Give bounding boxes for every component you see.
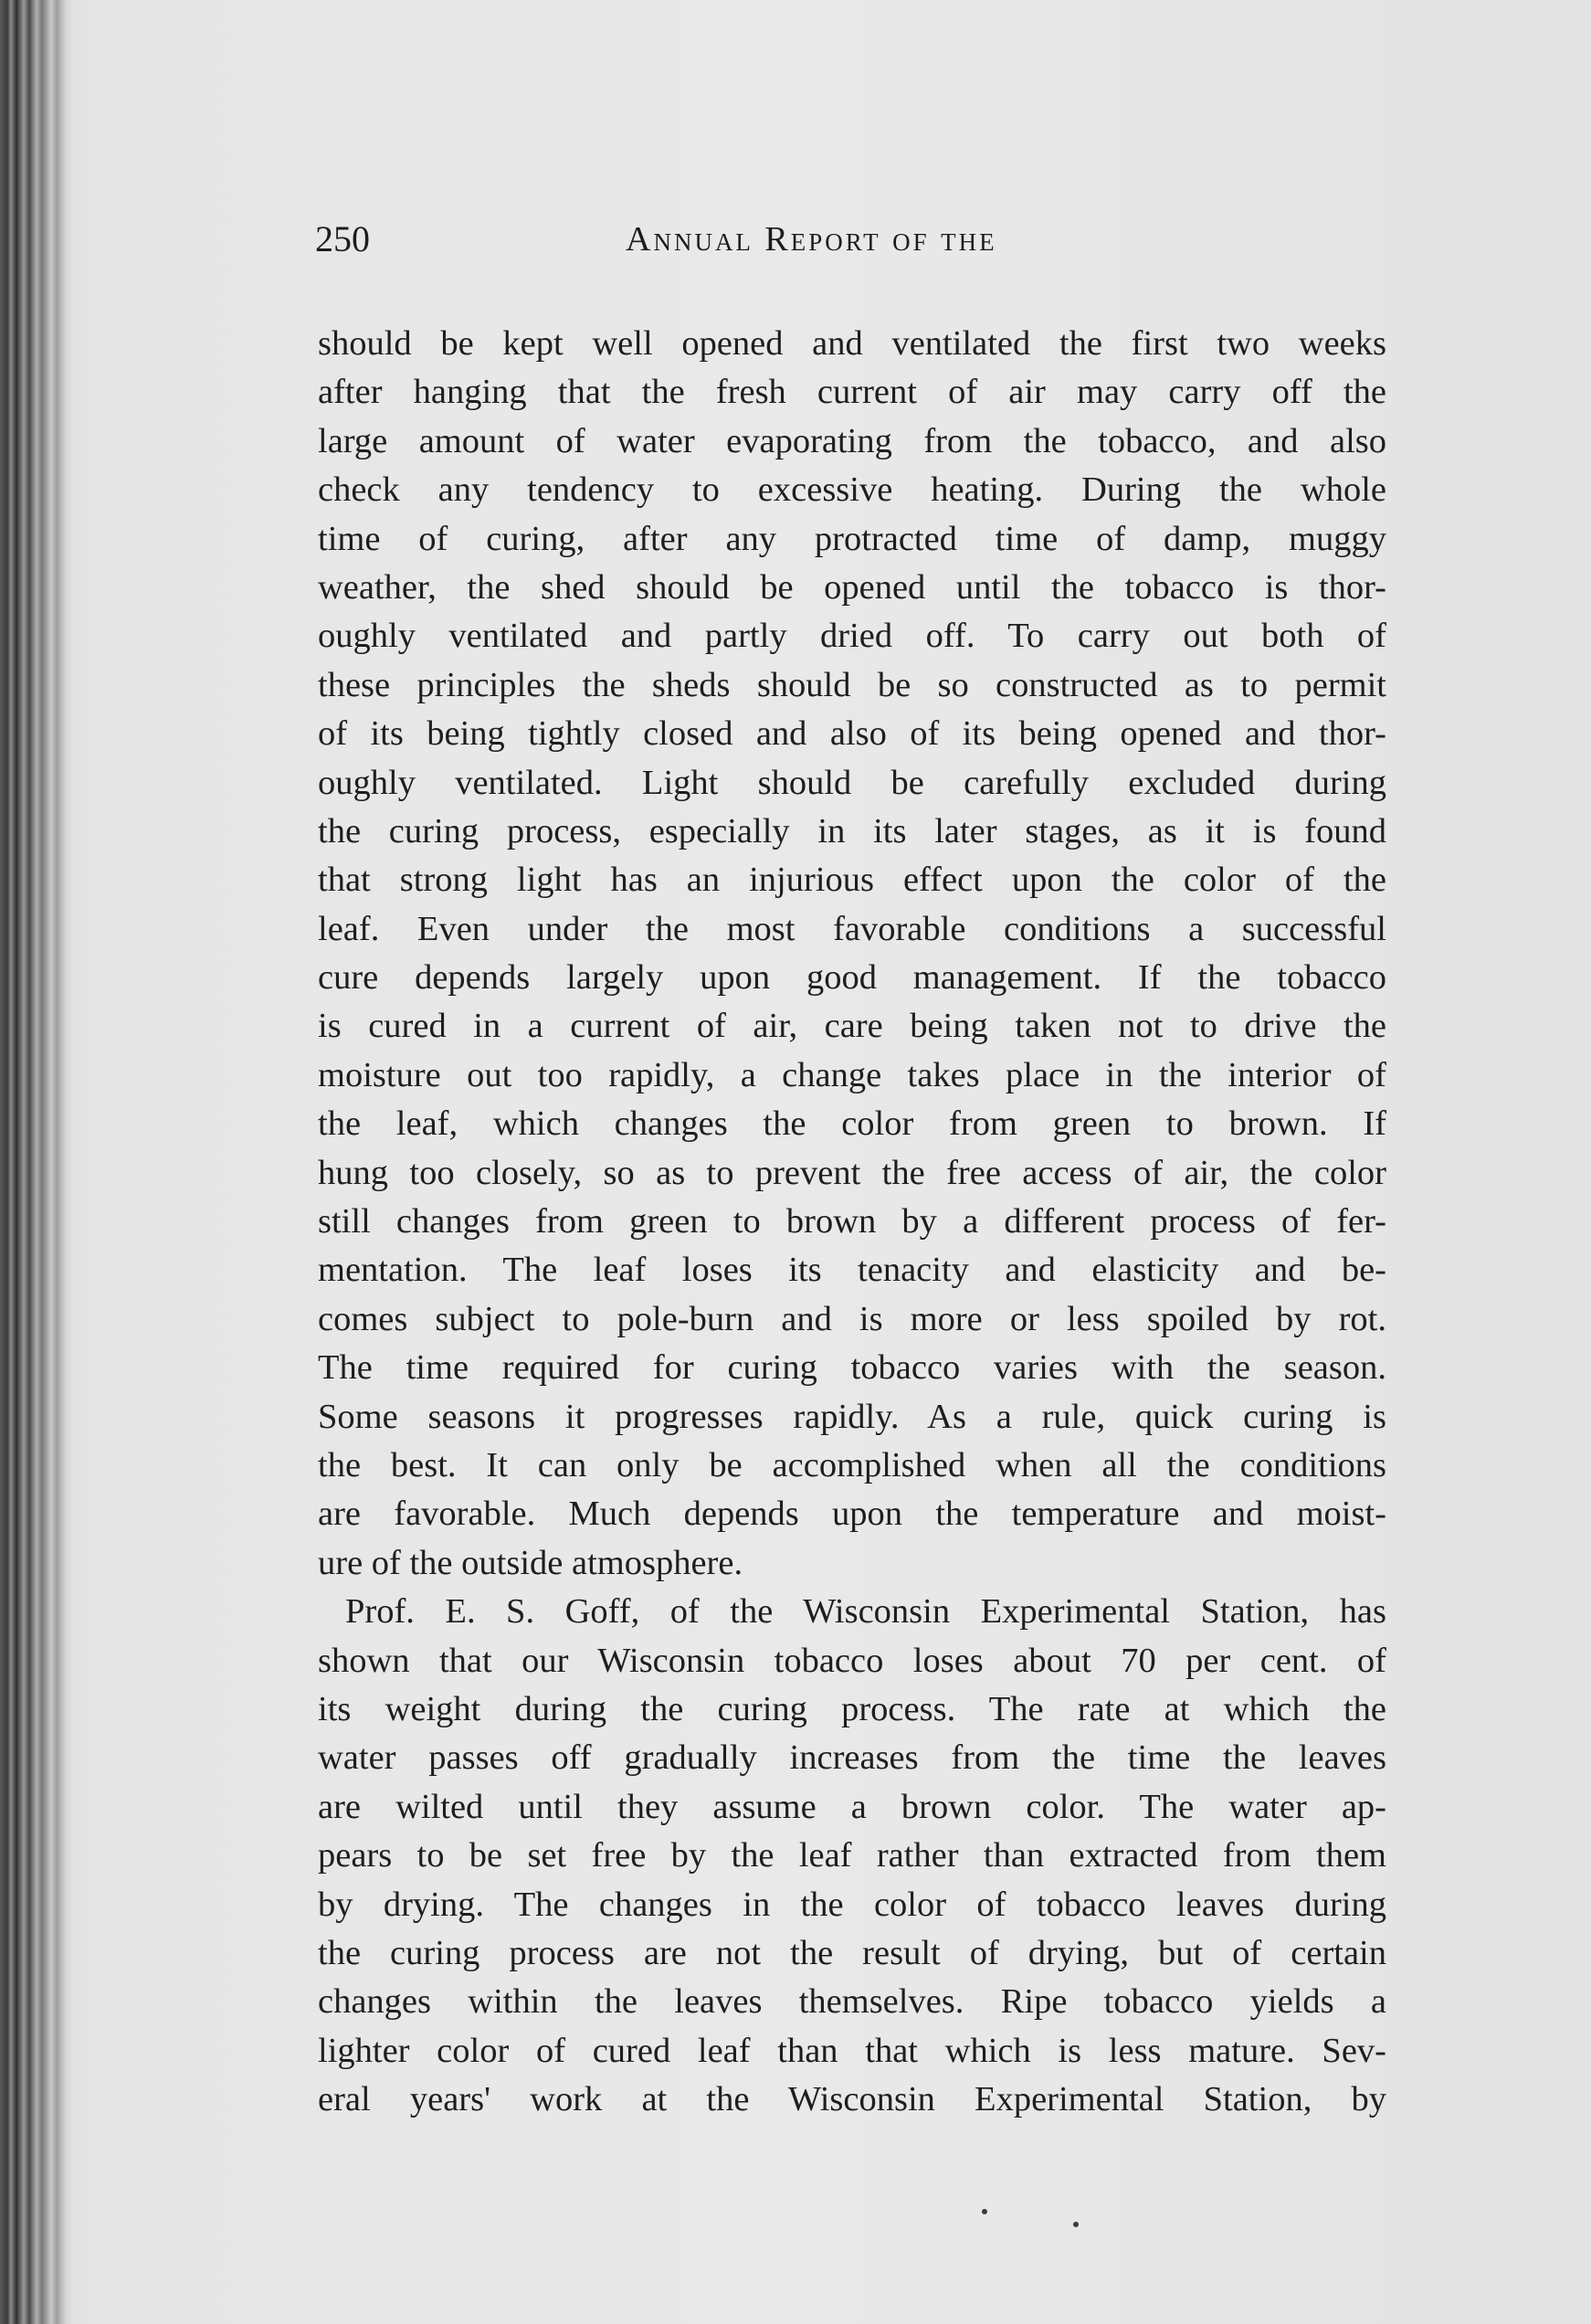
- text-line: hung too closely, so as to prevent the free access of air, the color: [318, 1153, 1386, 1192]
- text-line: is cured in a current of air, care being taken not to drive the: [318, 1007, 1386, 1046]
- paragraph-2: [318, 1588, 1386, 2124]
- text-line: the best. It can only be accomplished when all the conditions: [318, 1445, 1386, 1484]
- text-line: by drying. The changes in the color of tobacco leaves during: [318, 1885, 1386, 1924]
- text-line: of its being tightly closed and also of its being opened and thor-: [318, 714, 1386, 754]
- page-number: 250: [315, 218, 370, 259]
- text-line: ure of the outside atmosphere.: [318, 1543, 743, 1582]
- text-line: are wilted until they assume a brown color. The water ap-: [318, 1787, 1386, 1826]
- text-line: oughly ventilated. Light should be carefully excluded during: [318, 763, 1386, 802]
- text-line: large amount of water evaporating from the tobacco, and also: [318, 421, 1386, 460]
- book-binding-edge: [0, 0, 73, 2324]
- text-line: cure depends largely upon good management. If the tobacco: [318, 958, 1386, 998]
- text-line: after hanging that the fresh current of air may carry off the: [318, 373, 1386, 412]
- text-line: mentation. The leaf loses its tenacity and elasticity and be-: [318, 1251, 1386, 1290]
- text-line: changes within the leaves themselves. Ripe tobacco yields a: [318, 1982, 1386, 2022]
- text-line: should be kept well opened and ventilated the first two weeks: [318, 324, 1386, 363]
- text-line: check any tendency to excessive heating. During the whole: [318, 470, 1386, 510]
- page-header: [315, 217, 1411, 272]
- text-line: Some seasons it progresses rapidly. As a rule, quick curing is: [318, 1397, 1386, 1436]
- text-line: oughly ventilated and partly dried off. To carry out both of: [318, 617, 1386, 656]
- text-line: weather, the shed should be opened until the tobacco is thor-: [318, 567, 1386, 607]
- text-line: eral years' work at the Wisconsin Experimental Station, by: [318, 2080, 1386, 2119]
- text-line: the curing process are not the result of drying, but of certain: [318, 1933, 1386, 1972]
- text-line: comes subject to pole-burn and is more or less spoiled by rot.: [318, 1299, 1386, 1338]
- text-line: are favorable. Much depends upon the temperature and moist-: [318, 1495, 1386, 1534]
- text-line: still changes from green to brown by a different process of fer-: [318, 1202, 1386, 1241]
- text-line: water passes off gradually increases from the time the leaves: [318, 1738, 1386, 1778]
- text-line: the curing process, especially in its later stages, as it is found: [318, 811, 1386, 850]
- text-line: that strong light has an injurious effect upon the color of the: [318, 861, 1386, 900]
- text-line: Prof. E. S. Goff, of the Wisconsin Experimental Station, has: [345, 1592, 1386, 1632]
- text-line: shown that our Wisconsin tobacco loses about 70 per cent. of: [318, 1641, 1386, 1680]
- paragraph-1: [318, 320, 1386, 1588]
- text-line: pears to be set free by the leaf rather than extracted from them: [318, 1836, 1386, 1875]
- text-line: The time required for curing tobacco varies with the season.: [318, 1348, 1386, 1388]
- text-line: moisture out too rapidly, a change takes place in the interior of: [318, 1055, 1386, 1094]
- scan-speck: [982, 2209, 987, 2214]
- text-line: time of curing, after any protracted time of damp, muggy: [318, 519, 1386, 558]
- text-line: the leaf, which changes the color from green to brown. If: [318, 1104, 1386, 1144]
- running-head: Annual Report of the: [626, 220, 997, 259]
- scan-speck: [1073, 2222, 1079, 2227]
- text-line: lighter color of cured leaf than that which is less mature. Sev-: [318, 2031, 1386, 2070]
- text-line: leaf. Even under the most favorable conditions a successful: [318, 909, 1386, 948]
- text-line: these principles the sheds should be so constructed as to permit: [318, 665, 1386, 704]
- text-line: its weight during the curing process. The rate at which the: [318, 1689, 1386, 1728]
- body-text: [318, 320, 1386, 2124]
